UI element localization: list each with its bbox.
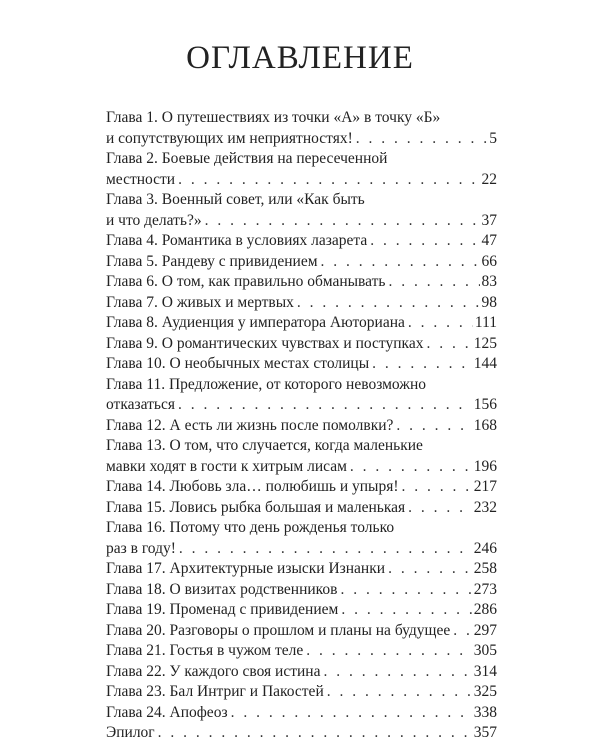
toc-entry-row — [106, 416, 497, 437]
page-number: 232 — [473, 498, 497, 516]
dot-leader — [205, 211, 480, 232]
toc-entry — [106, 190, 497, 231]
toc-entry-title-line: и сопутствующих им неприятностях! — [106, 129, 353, 147]
toc-entry-row — [106, 641, 497, 662]
toc-entry-title-line: Глава 18. О визитах родственников — [106, 580, 338, 598]
toc-entry — [106, 621, 497, 642]
toc-entry-row — [106, 723, 497, 744]
toc-entry — [106, 477, 497, 498]
dot-leader — [426, 334, 471, 355]
dot-leader — [453, 621, 472, 642]
toc-entry-row — [106, 293, 497, 314]
toc-entry-row — [106, 600, 497, 621]
toc-entry-title-line: Глава 8. Аудиенция у императора Аюториана — [106, 314, 405, 331]
dot-leader — [323, 662, 471, 683]
toc-entry-title-line: Эпилог — [106, 724, 155, 741]
toc-entry-title-line: Глава 16. Потому что день рожденья только — [106, 519, 395, 536]
dot-leader — [396, 416, 471, 437]
dot-leader — [370, 231, 479, 252]
toc-entry-row — [106, 334, 497, 355]
toc-entry — [106, 108, 497, 149]
toc-entry-title-line: Глава 5. Рандеву с привидением — [106, 252, 318, 270]
toc-entry-row — [106, 580, 497, 601]
page-number: 125 — [473, 334, 497, 352]
page-number: 156 — [473, 396, 497, 413]
page-number: 111 — [474, 314, 497, 331]
page-number: 273 — [473, 580, 497, 598]
toc-entry-title-line: Глава 1. О путешествиях из точки «А» в точку «Б» — [106, 109, 441, 126]
toc-entry — [106, 682, 497, 703]
toc-entry-title-line: Глава 20. Разговоры о прошлом и планы на будущее — [106, 621, 451, 639]
toc-entry-row — [106, 703, 497, 724]
toc-entry-row — [106, 559, 497, 580]
dot-leader — [231, 703, 472, 724]
toc-entry — [106, 149, 497, 190]
toc-entry — [106, 231, 497, 252]
dot-leader — [388, 559, 472, 580]
page-number: 66 — [481, 252, 497, 270]
toc-entry-title-line: Глава 14. Любовь зла… полюбишь и упыря! — [106, 478, 399, 495]
page-number: 83 — [481, 273, 497, 290]
toc-entry-row — [106, 539, 497, 560]
toc-entry-title-line: Глава 17. Архитектурные изыски Изнанки — [106, 560, 386, 577]
toc-entry — [106, 252, 497, 273]
toc-entry — [106, 600, 497, 621]
toc-entry — [106, 416, 497, 437]
page-number: 286 — [473, 601, 497, 618]
page-number: 325 — [473, 683, 497, 700]
toc-entry — [106, 580, 497, 601]
toc-entry-row — [106, 313, 497, 334]
dot-leader — [341, 600, 471, 621]
page-number: 98 — [481, 293, 497, 311]
page-number: 196 — [473, 457, 497, 475]
toc-entry-title-line: Глава 7. О живых и мертвых — [106, 293, 294, 311]
toc-entry-row — [106, 621, 497, 642]
toc-entry-row — [106, 211, 497, 232]
toc-entry-title-line: Глава 21. Гостья в чужом теле — [106, 642, 304, 659]
dot-leader — [356, 129, 487, 150]
page-number: 314 — [473, 662, 497, 680]
dot-leader — [327, 682, 472, 703]
page-number: 258 — [473, 560, 497, 577]
dot-leader — [372, 354, 472, 375]
toc-entry — [106, 272, 497, 293]
toc-entry-row — [106, 662, 497, 683]
toc-entry — [106, 313, 497, 334]
toc-entry-title-line: Глава 22. У каждого своя истина — [106, 662, 321, 680]
table-of-contents — [106, 108, 497, 744]
dot-leader — [408, 313, 473, 334]
page-number: 144 — [473, 355, 497, 372]
toc-entry-title-line: Глава 2. Боевые действия на пересеченной — [106, 150, 388, 167]
page-title: ОГЛАВЛЕНИЕ — [186, 40, 414, 76]
dot-leader — [350, 457, 472, 478]
toc-entry-title-line: Глава 4. Романтика в условиях лазарета — [106, 232, 368, 249]
toc-entry-row — [106, 682, 497, 703]
toc-entry — [106, 641, 497, 662]
toc-entry-title-line: Глава 19. Променад с привидением — [106, 601, 339, 618]
page-number: 357 — [473, 724, 497, 741]
toc-entry-row — [106, 354, 497, 375]
page-number: 297 — [473, 621, 497, 639]
dot-leader — [341, 580, 472, 601]
page-number: 338 — [473, 703, 497, 721]
dot-leader — [388, 272, 479, 293]
toc-entry — [106, 375, 497, 416]
toc-entry-title-line: местности — [106, 170, 176, 188]
page-number: 47 — [481, 232, 497, 249]
page-number: 168 — [473, 416, 497, 434]
toc-entry-row — [106, 170, 497, 191]
toc-entry-title-line: и что делать?» — [106, 211, 202, 229]
toc-entry-row — [106, 231, 497, 252]
dot-leader — [306, 641, 471, 662]
dot-leader — [158, 723, 472, 744]
dot-leader — [402, 477, 472, 498]
toc-entry-row — [106, 457, 497, 478]
toc-entry — [106, 662, 497, 683]
dot-leader — [178, 170, 479, 191]
toc-entry — [106, 498, 497, 519]
toc-entry-title-line: Глава 6. О том, как правильно обманывать — [106, 273, 386, 290]
toc-entry — [106, 436, 497, 477]
toc-entry-row — [106, 477, 497, 498]
toc-entry — [106, 518, 497, 559]
toc-entry — [106, 723, 497, 744]
toc-entry-title-line: Глава 24. Апофеоз — [106, 703, 228, 721]
toc-entry — [106, 334, 497, 355]
page-number: 246 — [473, 539, 497, 557]
page-number: 22 — [481, 170, 497, 188]
dot-leader — [408, 498, 472, 519]
toc-entry-row — [106, 252, 497, 273]
dot-leader — [297, 293, 480, 314]
toc-entry-title-line: Глава 15. Ловись рыбка большая и маленькая — [106, 498, 406, 516]
toc-entry — [106, 559, 497, 580]
toc-entry-row — [106, 498, 497, 519]
page-number: 217 — [473, 478, 497, 495]
toc-entry-title-line: Глава 13. О том, что случается, когда маленькие — [106, 437, 423, 454]
page-number: 305 — [473, 642, 497, 659]
page-number: 37 — [481, 211, 497, 229]
toc-entry-title-line: Глава 12. А есть ли жизнь после помолвки? — [106, 416, 394, 434]
toc-entry — [106, 293, 497, 314]
toc-entry-title-line: мавки ходят в гости к хитрым лисам — [106, 457, 347, 475]
toc-entry-title-line: Глава 10. О необычных местах столицы — [106, 355, 370, 372]
dot-leader — [321, 252, 480, 273]
toc-entry-title-line: Глава 3. Военный совет, или «Как быть — [106, 191, 365, 208]
toc-entry-title-line: Глава 11. Предложение, от которого невозможно — [106, 375, 427, 393]
toc-entry-title-line: Глава 9. О романтических чувствах и поступках — [106, 334, 424, 352]
toc-entry-row — [106, 272, 497, 293]
toc-entry-row — [106, 395, 497, 416]
toc-entry-row — [106, 129, 497, 150]
dot-leader — [178, 395, 472, 416]
toc-entry — [106, 703, 497, 724]
toc-entry — [106, 354, 497, 375]
page-number: 5 — [489, 129, 497, 147]
toc-entry-title-line: раз в году! — [106, 539, 176, 557]
toc-entry-title-line: Глава 23. Бал Интриг и Пакостей — [106, 683, 324, 700]
dot-leader — [179, 539, 472, 560]
toc-entry-title-line: отказаться — [106, 396, 175, 413]
